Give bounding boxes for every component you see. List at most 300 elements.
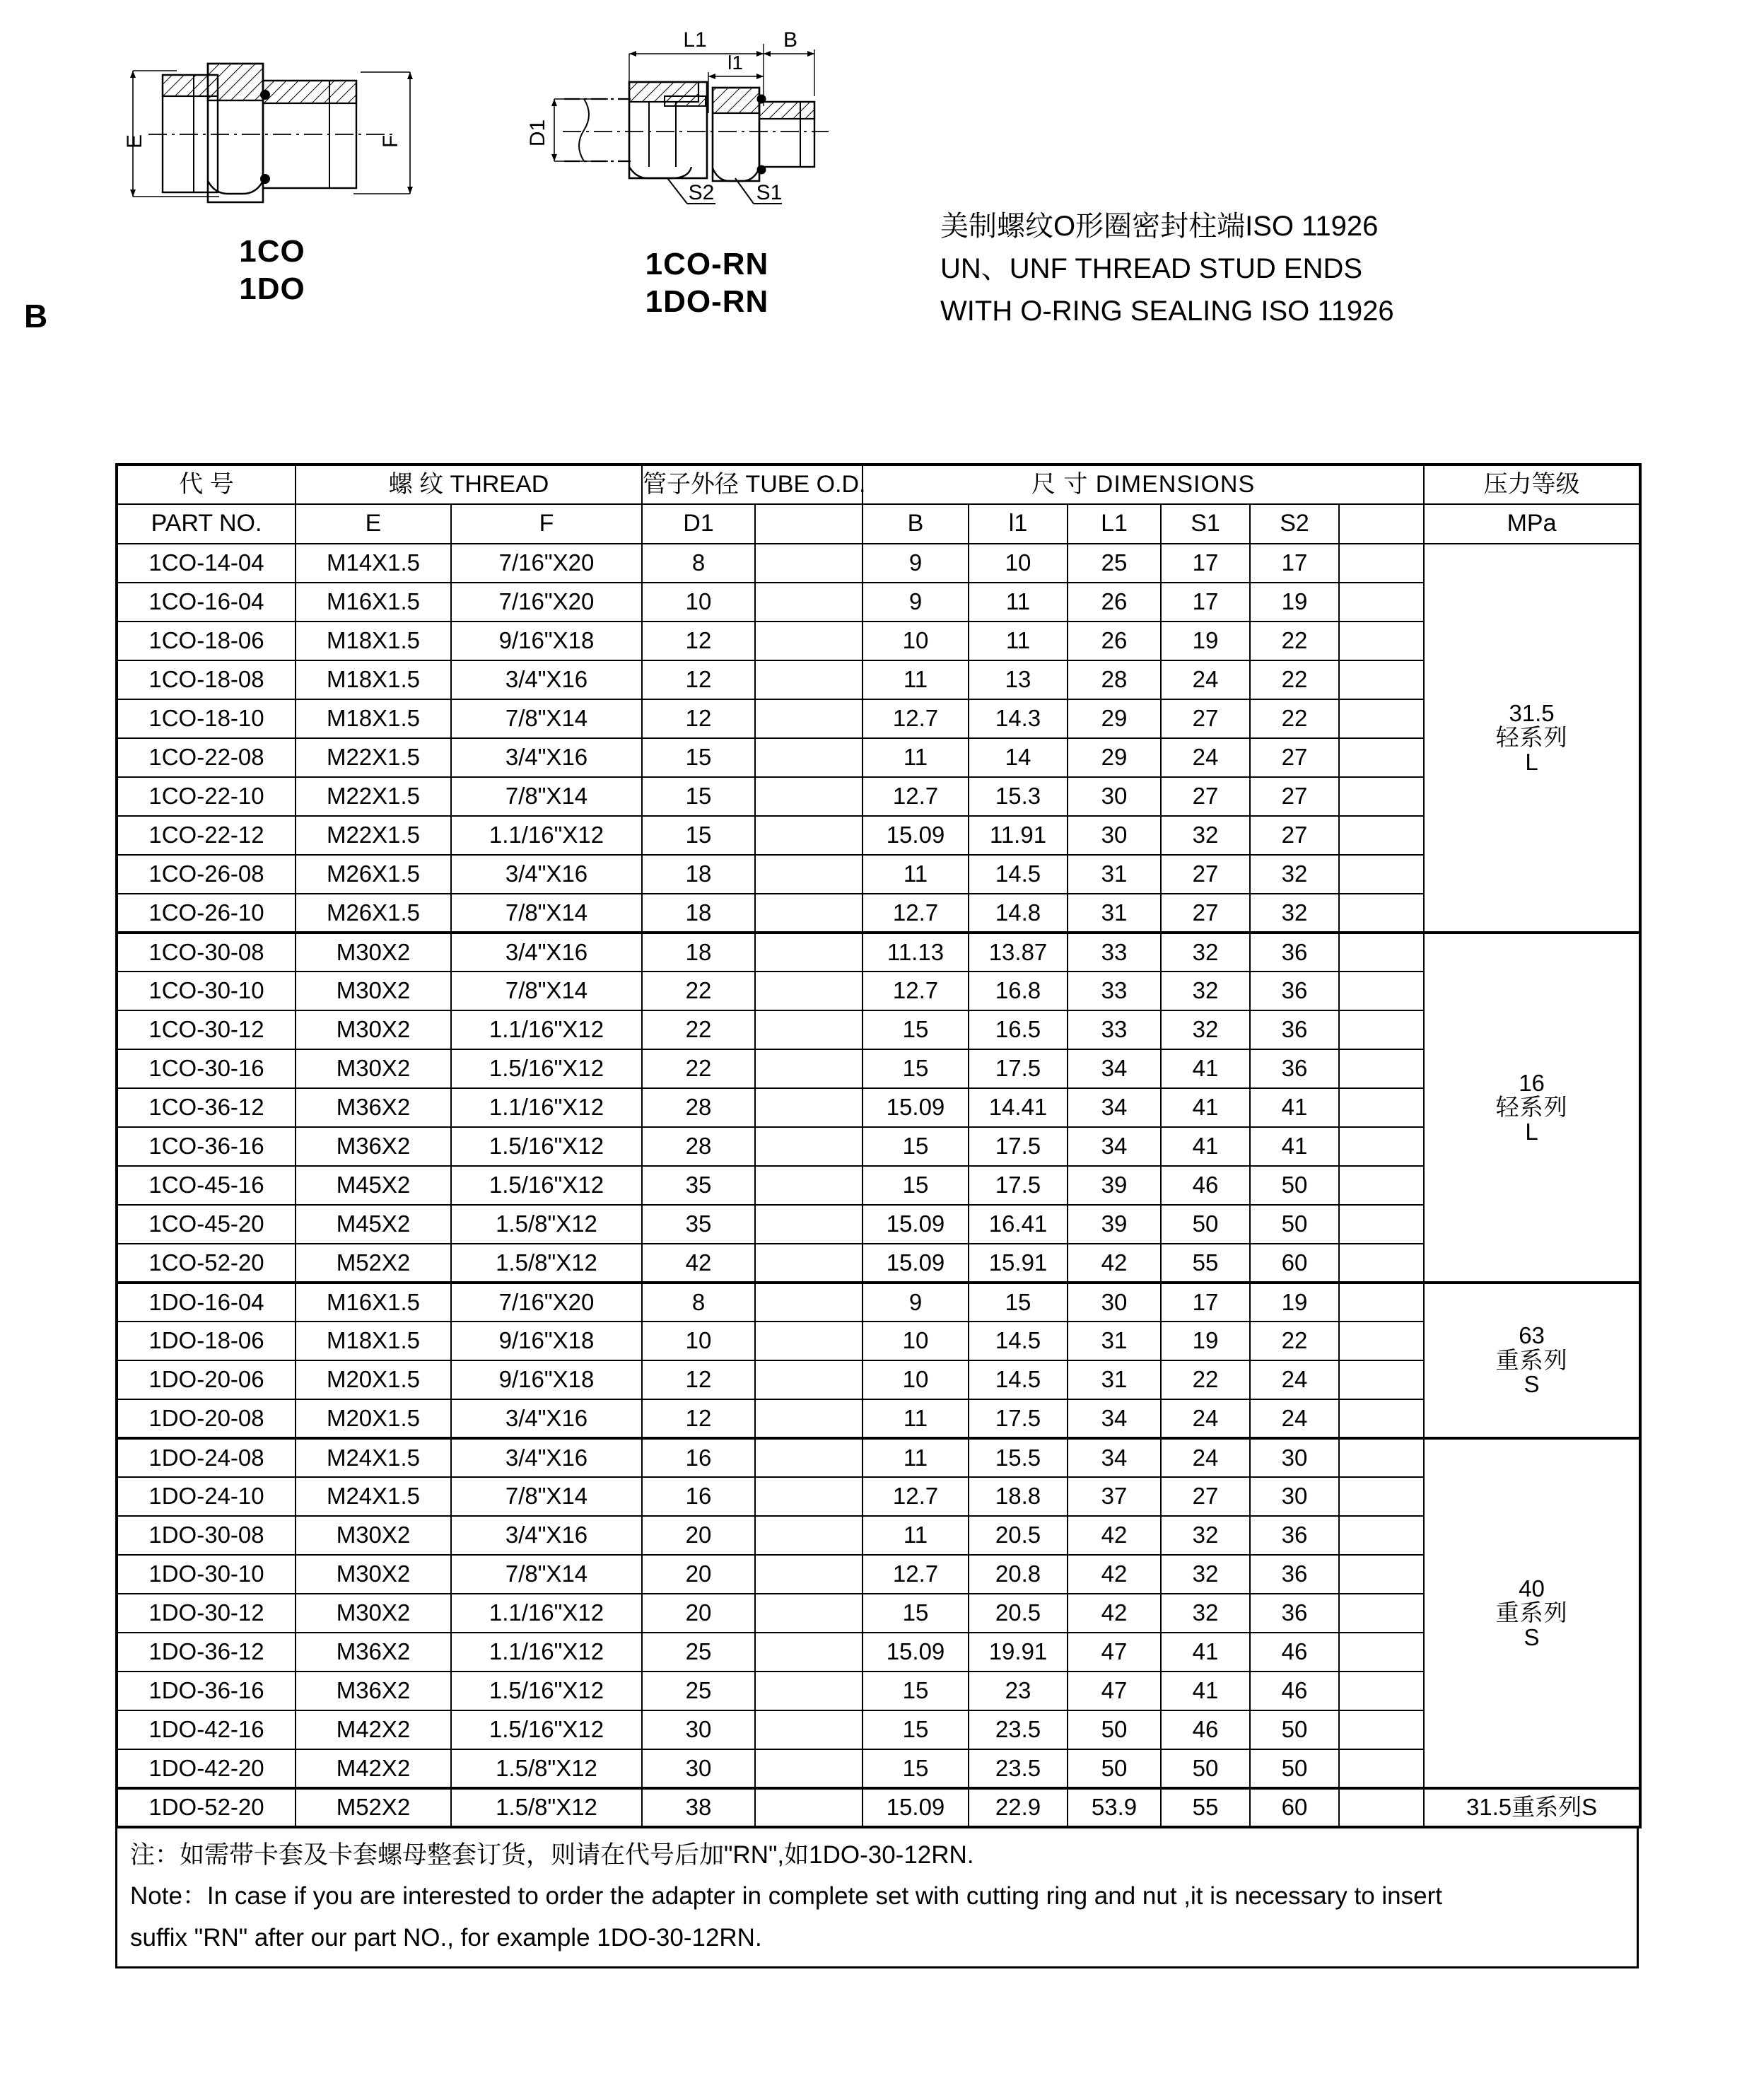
cell-blank-1 bbox=[755, 1322, 863, 1360]
cell-dim-s2: 46 bbox=[1250, 1672, 1339, 1710]
cell-part-no: 1CO-30-12 bbox=[117, 1010, 296, 1049]
cell-dim-s2: 36 bbox=[1250, 1555, 1339, 1594]
cell-tube-od-d1: 38 bbox=[642, 1788, 755, 1827]
cell-dim-s1: 19 bbox=[1161, 1322, 1250, 1360]
cell-part-no: 1DO-30-12 bbox=[117, 1594, 296, 1633]
cell-blank-2 bbox=[1339, 1788, 1424, 1827]
cell-dim-i1: 11 bbox=[969, 622, 1068, 660]
cell-dim-s2: 19 bbox=[1250, 1283, 1339, 1322]
cell-dim-l1: 30 bbox=[1068, 777, 1161, 816]
cell-dim-i1: 17.5 bbox=[969, 1127, 1068, 1166]
table-row bbox=[117, 1049, 1640, 1088]
cell-thread-e: M42X2 bbox=[296, 1749, 451, 1788]
cell-dim-i1: 20.8 bbox=[969, 1555, 1068, 1594]
cell-blank-1 bbox=[755, 1594, 863, 1633]
title-line-english-1: UN、UNF THREAD STUD ENDS bbox=[940, 253, 1363, 284]
cell-dim-s2: 36 bbox=[1250, 1049, 1339, 1088]
cell-tube-od-d1: 16 bbox=[642, 1477, 755, 1516]
cell-tube-od-d1: 15 bbox=[642, 738, 755, 777]
cell-dim-b: 11 bbox=[863, 855, 969, 894]
cell-thread-e: M30X2 bbox=[296, 933, 451, 972]
pressure-value: 40 bbox=[1519, 1575, 1545, 1602]
cell-thread-f: 3/4"X16 bbox=[451, 1399, 642, 1438]
cell-dim-s2: 24 bbox=[1250, 1399, 1339, 1438]
header-part-no-cn: 代 号 bbox=[117, 465, 296, 504]
cell-thread-e: M16X1.5 bbox=[296, 583, 451, 622]
cell-dim-i1: 13.87 bbox=[969, 933, 1068, 972]
cell-dim-b: 15 bbox=[863, 1710, 969, 1749]
cell-part-no: 1CO-30-08 bbox=[117, 933, 296, 972]
cell-dim-s2: 22 bbox=[1250, 660, 1339, 699]
cell-dim-s2: 17 bbox=[1250, 544, 1339, 583]
cell-dim-i1: 16.5 bbox=[969, 1010, 1068, 1049]
cell-part-no: 1CO-18-10 bbox=[117, 699, 296, 738]
cell-thread-f: 1.5/16"X12 bbox=[451, 1672, 642, 1710]
cell-dim-s1: 50 bbox=[1161, 1749, 1250, 1788]
figure-1co-rn-1do-rn bbox=[523, 28, 891, 321]
cell-tube-od-d1: 12 bbox=[642, 622, 755, 660]
cell-thread-e: M18X1.5 bbox=[296, 622, 451, 660]
figure-2-caption-line1: 1CO-RN bbox=[645, 247, 769, 281]
title-line-chinese: 美制螺纹O形圈密封柱端ISO 11926 bbox=[940, 211, 1379, 242]
cell-dim-i1: 17.5 bbox=[969, 1049, 1068, 1088]
cell-dim-b: 15 bbox=[863, 1749, 969, 1788]
table-row bbox=[117, 660, 1640, 699]
cell-dim-l1: 47 bbox=[1068, 1633, 1161, 1672]
cell-dim-s2: 27 bbox=[1250, 777, 1339, 816]
cell-dim-l1: 47 bbox=[1068, 1672, 1161, 1710]
cell-part-no: 1CO-52-20 bbox=[117, 1244, 296, 1283]
cell-dim-s2: 24 bbox=[1250, 1360, 1339, 1399]
cell-tube-od-d1: 12 bbox=[642, 1360, 755, 1399]
pressure-series-cn: 轻系列 bbox=[1495, 1094, 1568, 1121]
cell-dim-i1: 15.91 bbox=[969, 1244, 1068, 1283]
cell-thread-e: M22X1.5 bbox=[296, 777, 451, 816]
cell-blank-2 bbox=[1339, 972, 1424, 1010]
cell-dim-s1: 41 bbox=[1161, 1049, 1250, 1088]
pressure-value: 63 bbox=[1519, 1322, 1545, 1349]
cell-dim-s1: 27 bbox=[1161, 777, 1250, 816]
cell-dim-l1: 29 bbox=[1068, 738, 1161, 777]
cell-pressure-rating bbox=[1424, 933, 1640, 1283]
cell-thread-e: M26X1.5 bbox=[296, 894, 451, 933]
specification-table bbox=[115, 463, 1642, 1828]
cell-dim-i1: 20.5 bbox=[969, 1516, 1068, 1555]
cell-thread-f: 1.5/16"X12 bbox=[451, 1710, 642, 1749]
cell-dim-s1: 41 bbox=[1161, 1633, 1250, 1672]
cell-dim-s2: 36 bbox=[1250, 1010, 1339, 1049]
table-row bbox=[117, 1594, 1640, 1633]
cell-dim-l1: 39 bbox=[1068, 1205, 1161, 1244]
cell-dim-s1: 41 bbox=[1161, 1672, 1250, 1710]
cell-tube-od-d1: 20 bbox=[642, 1555, 755, 1594]
cell-thread-e: M18X1.5 bbox=[296, 699, 451, 738]
cell-dim-s2: 30 bbox=[1250, 1477, 1339, 1516]
cell-dim-l1: 31 bbox=[1068, 894, 1161, 933]
cell-blank-1 bbox=[755, 1399, 863, 1438]
cell-dim-s2: 27 bbox=[1250, 816, 1339, 855]
cell-blank-1 bbox=[755, 544, 863, 583]
cell-tube-od-d1: 35 bbox=[642, 1205, 755, 1244]
cell-thread-f: 1.5/16"X12 bbox=[451, 1049, 642, 1088]
cell-blank-2 bbox=[1339, 777, 1424, 816]
cell-part-no: 1DO-36-12 bbox=[117, 1633, 296, 1672]
cell-thread-f: 7/16"X20 bbox=[451, 583, 642, 622]
cell-thread-e: M42X2 bbox=[296, 1710, 451, 1749]
cell-dim-i1: 17.5 bbox=[969, 1166, 1068, 1205]
cell-thread-f: 1.5/16"X12 bbox=[451, 1127, 642, 1166]
cell-dim-s1: 50 bbox=[1161, 1205, 1250, 1244]
cell-dim-i1: 15.5 bbox=[969, 1438, 1068, 1477]
cell-dim-i1: 14.8 bbox=[969, 894, 1068, 933]
cell-thread-e: M30X2 bbox=[296, 1555, 451, 1594]
cell-dim-l1: 42 bbox=[1068, 1244, 1161, 1283]
cell-dim-b: 11 bbox=[863, 1399, 969, 1438]
cell-dim-l1: 31 bbox=[1068, 1322, 1161, 1360]
table-row bbox=[117, 1010, 1640, 1049]
cell-blank-1 bbox=[755, 583, 863, 622]
pressure-series-code: S bbox=[1524, 1623, 1540, 1650]
cell-dim-b: 12.7 bbox=[863, 699, 969, 738]
cell-blank-2 bbox=[1339, 1672, 1424, 1710]
cell-dim-s2: 36 bbox=[1250, 1594, 1339, 1633]
cell-blank-2 bbox=[1339, 816, 1424, 855]
cell-dim-s1: 55 bbox=[1161, 1244, 1250, 1283]
cell-thread-f: 1.1/16"X12 bbox=[451, 1010, 642, 1049]
cell-dim-i1: 23.5 bbox=[969, 1710, 1068, 1749]
table-row bbox=[117, 855, 1640, 894]
cell-part-no: 1DO-42-20 bbox=[117, 1749, 296, 1788]
cell-thread-e: M20X1.5 bbox=[296, 1399, 451, 1438]
cell-dim-s1: 19 bbox=[1161, 622, 1250, 660]
cell-part-no: 1CO-30-10 bbox=[117, 972, 296, 1010]
cell-part-no: 1CO-45-20 bbox=[117, 1205, 296, 1244]
cell-thread-e: M30X2 bbox=[296, 1049, 451, 1088]
cell-dim-s1: 46 bbox=[1161, 1166, 1250, 1205]
table-row bbox=[117, 972, 1640, 1010]
header-col-i1: l1 bbox=[969, 504, 1068, 544]
cell-thread-f: 1.1/16"X12 bbox=[451, 1088, 642, 1127]
cell-blank-2 bbox=[1339, 1088, 1424, 1127]
cell-tube-od-d1: 28 bbox=[642, 1088, 755, 1127]
cell-blank-2 bbox=[1339, 1399, 1424, 1438]
page-section-marker: B bbox=[24, 298, 48, 334]
cell-thread-f: 7/8"X14 bbox=[451, 777, 642, 816]
cell-dim-b: 11 bbox=[863, 1438, 969, 1477]
cell-dim-s1: 32 bbox=[1161, 972, 1250, 1010]
cell-blank-2 bbox=[1339, 1555, 1424, 1594]
cell-dim-s1: 27 bbox=[1161, 699, 1250, 738]
cell-dim-b: 15 bbox=[863, 1594, 969, 1633]
cell-dim-s2: 36 bbox=[1250, 933, 1339, 972]
table-row bbox=[117, 1710, 1640, 1749]
cell-blank-2 bbox=[1339, 1049, 1424, 1088]
cell-part-no: 1CO-26-08 bbox=[117, 855, 296, 894]
cell-tube-od-d1: 12 bbox=[642, 699, 755, 738]
cell-tube-od-d1: 25 bbox=[642, 1633, 755, 1672]
cell-blank-1 bbox=[755, 1438, 863, 1477]
figure-1-caption-line2: 1DO bbox=[239, 271, 305, 306]
cell-dim-s2: 32 bbox=[1250, 894, 1339, 933]
cell-thread-f: 1.1/16"X12 bbox=[451, 1594, 642, 1633]
cell-dim-b: 12.7 bbox=[863, 1477, 969, 1516]
table-row bbox=[117, 1322, 1640, 1360]
cell-thread-f: 1.1/16"X12 bbox=[451, 1633, 642, 1672]
cell-tube-od-d1: 20 bbox=[642, 1516, 755, 1555]
cell-dim-b: 12.7 bbox=[863, 777, 969, 816]
cell-dim-b: 9 bbox=[863, 583, 969, 622]
fitting-diagram-1co-rn-1do-rn-icon bbox=[523, 28, 891, 240]
cell-dim-l1: 34 bbox=[1068, 1088, 1161, 1127]
header-thread: 螺 纹 THREAD bbox=[296, 465, 642, 504]
cell-part-no: 1DO-52-20 bbox=[117, 1788, 296, 1827]
cell-dim-s1: 32 bbox=[1161, 816, 1250, 855]
cell-dim-s2: 30 bbox=[1250, 1438, 1339, 1477]
cell-tube-od-d1: 22 bbox=[642, 1010, 755, 1049]
cell-blank-2 bbox=[1339, 738, 1424, 777]
cell-dim-i1: 23 bbox=[969, 1672, 1068, 1710]
cell-dim-i1: 14.5 bbox=[969, 1322, 1068, 1360]
cell-dim-i1: 22.9 bbox=[969, 1788, 1068, 1827]
cell-tube-od-d1: 18 bbox=[642, 855, 755, 894]
cell-dim-s1: 17 bbox=[1161, 583, 1250, 622]
cell-thread-e: M18X1.5 bbox=[296, 1322, 451, 1360]
cell-dim-i1: 13 bbox=[969, 660, 1068, 699]
cell-blank-1 bbox=[755, 777, 863, 816]
pressure-series-cn: 轻系列 bbox=[1495, 724, 1568, 751]
cell-thread-f: 3/4"X16 bbox=[451, 1516, 642, 1555]
cell-dim-b: 9 bbox=[863, 1283, 969, 1322]
cell-tube-od-d1: 22 bbox=[642, 1049, 755, 1088]
table-header-row-top bbox=[117, 465, 1640, 504]
cell-thread-e: M22X1.5 bbox=[296, 816, 451, 855]
cell-blank-1 bbox=[755, 1749, 863, 1788]
header-col-s2: S2 bbox=[1250, 504, 1339, 544]
note-english-2: suffix "RN" after our part NO., for example 1DO-30-12RN. bbox=[130, 1923, 762, 1952]
pressure-series-code: L bbox=[1525, 748, 1538, 775]
cell-dim-l1: 42 bbox=[1068, 1555, 1161, 1594]
header-col-l1: L1 bbox=[1068, 504, 1161, 544]
table-row bbox=[117, 1438, 1640, 1477]
cell-dim-s2: 27 bbox=[1250, 738, 1339, 777]
cell-dim-s1: 27 bbox=[1161, 855, 1250, 894]
cell-dim-s1: 46 bbox=[1161, 1710, 1250, 1749]
table-row bbox=[117, 1555, 1640, 1594]
table-row bbox=[117, 1516, 1640, 1555]
cell-tube-od-d1: 22 bbox=[642, 972, 755, 1010]
cell-dim-s2: 41 bbox=[1250, 1127, 1339, 1166]
table-row bbox=[117, 1244, 1640, 1283]
title-line-english-2: WITH O-RING SEALING ISO 11926 bbox=[940, 296, 1394, 327]
cell-part-no: 1DO-24-08 bbox=[117, 1438, 296, 1477]
table-row bbox=[117, 1749, 1640, 1788]
cell-part-no: 1CO-45-16 bbox=[117, 1166, 296, 1205]
cell-blank-1 bbox=[755, 1516, 863, 1555]
cell-part-no: 1CO-22-12 bbox=[117, 816, 296, 855]
cell-thread-f: 1.5/8"X12 bbox=[451, 1205, 642, 1244]
cell-blank-1 bbox=[755, 1633, 863, 1672]
cell-dim-b: 10 bbox=[863, 1360, 969, 1399]
cell-thread-e: M24X1.5 bbox=[296, 1438, 451, 1477]
cell-dim-l1: 37 bbox=[1068, 1477, 1161, 1516]
cell-dim-b: 15 bbox=[863, 1049, 969, 1088]
table-row bbox=[117, 738, 1640, 777]
header-col-blank2 bbox=[1339, 504, 1424, 544]
cell-dim-s1: 22 bbox=[1161, 1360, 1250, 1399]
cell-blank-2 bbox=[1339, 1438, 1424, 1477]
cell-dim-l1: 31 bbox=[1068, 855, 1161, 894]
svg-text:l1: l1 bbox=[727, 52, 743, 74]
cell-blank-1 bbox=[755, 1710, 863, 1749]
cell-dim-i1: 20.5 bbox=[969, 1594, 1068, 1633]
cell-thread-f: 7/8"X14 bbox=[451, 1477, 642, 1516]
cell-thread-e: M26X1.5 bbox=[296, 855, 451, 894]
cell-dim-i1: 16.8 bbox=[969, 972, 1068, 1010]
cell-dim-b: 10 bbox=[863, 1322, 969, 1360]
cell-thread-f: 9/16"X18 bbox=[451, 622, 642, 660]
cell-dim-l1: 50 bbox=[1068, 1749, 1161, 1788]
cell-dim-l1: 29 bbox=[1068, 699, 1161, 738]
cell-dim-b: 11 bbox=[863, 738, 969, 777]
cell-thread-f: 9/16"X18 bbox=[451, 1322, 642, 1360]
cell-dim-l1: 39 bbox=[1068, 1166, 1161, 1205]
cell-dim-l1: 33 bbox=[1068, 972, 1161, 1010]
cell-dim-s1: 24 bbox=[1161, 1399, 1250, 1438]
cell-blank-2 bbox=[1339, 622, 1424, 660]
cell-dim-s2: 46 bbox=[1250, 1633, 1339, 1672]
cell-dim-l1: 26 bbox=[1068, 583, 1161, 622]
cell-blank-2 bbox=[1339, 1127, 1424, 1166]
cell-dim-l1: 30 bbox=[1068, 816, 1161, 855]
header-tube-od: 管子外径 TUBE O.D. bbox=[642, 465, 863, 504]
cell-blank-2 bbox=[1339, 894, 1424, 933]
header-col-s1: S1 bbox=[1161, 504, 1250, 544]
cell-blank-2 bbox=[1339, 1244, 1424, 1283]
cell-dim-i1: 14.41 bbox=[969, 1088, 1068, 1127]
cell-part-no: 1CO-18-08 bbox=[117, 660, 296, 699]
cell-thread-f: 7/8"X14 bbox=[451, 972, 642, 1010]
cell-dim-b: 15 bbox=[863, 1127, 969, 1166]
cell-blank-2 bbox=[1339, 855, 1424, 894]
cell-part-no: 1DO-36-16 bbox=[117, 1672, 296, 1710]
cell-tube-od-d1: 15 bbox=[642, 777, 755, 816]
cell-dim-i1: 17.5 bbox=[969, 1399, 1068, 1438]
cell-blank-1 bbox=[755, 1049, 863, 1088]
cell-tube-od-d1: 35 bbox=[642, 1166, 755, 1205]
cell-dim-i1: 14.5 bbox=[969, 1360, 1068, 1399]
cell-blank-1 bbox=[755, 1283, 863, 1322]
header-col-blank1 bbox=[755, 504, 863, 544]
cell-dim-i1: 18.8 bbox=[969, 1477, 1068, 1516]
cell-dim-l1: 34 bbox=[1068, 1438, 1161, 1477]
cell-dim-s2: 36 bbox=[1250, 972, 1339, 1010]
cell-blank-2 bbox=[1339, 1516, 1424, 1555]
cell-thread-f: 7/8"X14 bbox=[451, 699, 642, 738]
header-col-e: E bbox=[296, 504, 451, 544]
svg-text:L1: L1 bbox=[683, 28, 707, 52]
cell-part-no: 1DO-30-10 bbox=[117, 1555, 296, 1594]
cell-dim-l1: 33 bbox=[1068, 1010, 1161, 1049]
cell-thread-e: M30X2 bbox=[296, 972, 451, 1010]
cell-tube-od-d1: 28 bbox=[642, 1127, 755, 1166]
cell-thread-f: 9/16"X18 bbox=[451, 1360, 642, 1399]
cell-thread-e: M36X2 bbox=[296, 1633, 451, 1672]
cell-thread-f: 1.1/16"X12 bbox=[451, 816, 642, 855]
table-row bbox=[117, 1166, 1640, 1205]
cell-dim-s1: 32 bbox=[1161, 933, 1250, 972]
table-row bbox=[117, 1633, 1640, 1672]
cell-blank-1 bbox=[755, 1477, 863, 1516]
cell-blank-2 bbox=[1339, 544, 1424, 583]
figure-1-caption-line1: 1CO bbox=[239, 234, 305, 269]
cell-thread-f: 3/4"X16 bbox=[451, 1438, 642, 1477]
cell-dim-b: 11 bbox=[863, 1516, 969, 1555]
cell-dim-i1: 19.91 bbox=[969, 1633, 1068, 1672]
cell-blank-2 bbox=[1339, 1360, 1424, 1399]
cell-dim-l1: 28 bbox=[1068, 660, 1161, 699]
cell-thread-e: M16X1.5 bbox=[296, 1283, 451, 1322]
cell-blank-1 bbox=[755, 1555, 863, 1594]
cell-dim-l1: 33 bbox=[1068, 933, 1161, 972]
cell-pressure-rating bbox=[1424, 544, 1640, 933]
cell-thread-e: M52X2 bbox=[296, 1788, 451, 1827]
cell-dim-i1: 16.41 bbox=[969, 1205, 1068, 1244]
table-row bbox=[117, 777, 1640, 816]
cell-dim-b: 11 bbox=[863, 660, 969, 699]
cell-thread-f: 3/4"X16 bbox=[451, 933, 642, 972]
cell-dim-i1: 23.5 bbox=[969, 1749, 1068, 1788]
table-row bbox=[117, 894, 1640, 933]
cell-dim-s2: 60 bbox=[1250, 1244, 1339, 1283]
cell-part-no: 1CO-22-08 bbox=[117, 738, 296, 777]
cell-dim-s1: 32 bbox=[1161, 1516, 1250, 1555]
cell-dim-b: 15 bbox=[863, 1166, 969, 1205]
cell-dim-s1: 32 bbox=[1161, 1555, 1250, 1594]
cell-thread-f: 7/16"X20 bbox=[451, 1283, 642, 1322]
cell-tube-od-d1: 8 bbox=[642, 1283, 755, 1322]
svg-text:B: B bbox=[783, 28, 798, 52]
cell-part-no: 1DO-18-06 bbox=[117, 1322, 296, 1360]
cell-dim-s2: 50 bbox=[1250, 1166, 1339, 1205]
cell-dim-i1: 11.91 bbox=[969, 816, 1068, 855]
cell-dim-s2: 22 bbox=[1250, 1322, 1339, 1360]
cell-dim-b: 12.7 bbox=[863, 972, 969, 1010]
cell-blank-2 bbox=[1339, 1633, 1424, 1672]
cell-dim-s1: 24 bbox=[1161, 660, 1250, 699]
cell-dim-b: 15.09 bbox=[863, 1633, 969, 1672]
table-row bbox=[117, 1205, 1640, 1244]
cell-part-no: 1DO-20-06 bbox=[117, 1360, 296, 1399]
cell-dim-s1: 27 bbox=[1161, 894, 1250, 933]
cell-dim-l1: 34 bbox=[1068, 1127, 1161, 1166]
cell-blank-1 bbox=[755, 1010, 863, 1049]
cell-dim-l1: 42 bbox=[1068, 1516, 1161, 1555]
cell-dim-b: 10 bbox=[863, 622, 969, 660]
cell-blank-1 bbox=[755, 855, 863, 894]
cell-thread-e: M24X1.5 bbox=[296, 1477, 451, 1516]
cell-dim-l1: 42 bbox=[1068, 1594, 1161, 1633]
header-col-b: B bbox=[863, 504, 969, 544]
cell-pressure-rating bbox=[1424, 1438, 1640, 1788]
svg-text:E: E bbox=[123, 134, 146, 149]
cell-dim-s2: 32 bbox=[1250, 855, 1339, 894]
cell-part-no: 1DO-16-04 bbox=[117, 1283, 296, 1322]
cell-thread-e: M20X1.5 bbox=[296, 1360, 451, 1399]
cell-dim-b: 15.09 bbox=[863, 816, 969, 855]
cell-thread-f: 3/4"X16 bbox=[451, 738, 642, 777]
cell-thread-f: 3/4"X16 bbox=[451, 660, 642, 699]
pressure-series-code: L bbox=[1525, 1118, 1538, 1145]
